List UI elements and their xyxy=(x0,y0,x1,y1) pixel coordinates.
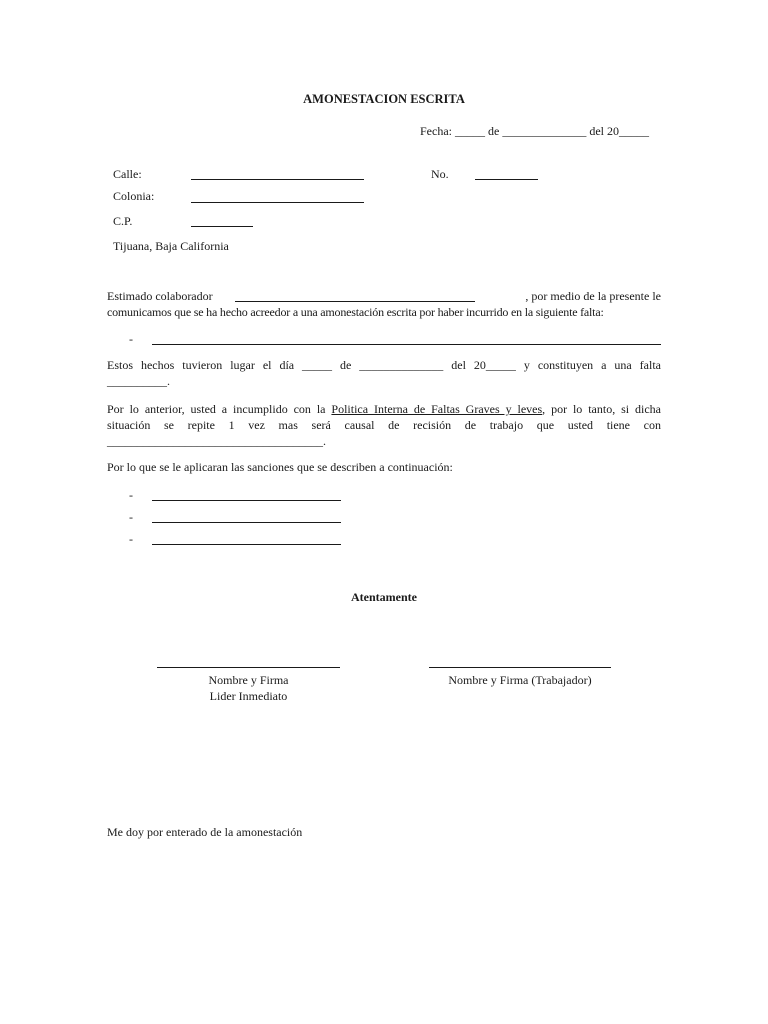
falta-field[interactable] xyxy=(152,344,661,345)
no-label: No. xyxy=(431,167,449,181)
document-title: AMONESTACION ESCRITA xyxy=(303,92,465,106)
closing-text: Atentamente xyxy=(351,590,417,604)
p1-line2: comunicamos que se ha hecho acreedor a una amonestación escrita por haber incurrido en la siguiente falta: xyxy=(107,305,604,319)
acknowledgment-text: Me doy por enterado de la amonestación xyxy=(107,825,303,839)
signature-left-label2: Lider Inmediato xyxy=(209,689,288,703)
cp-label: C.P. xyxy=(113,214,133,228)
p2-line2: __________. xyxy=(107,374,170,388)
p2-line1: Estos hechos tuvieron lugar el día _____ de ______________ del 20_____ y constituyen a una falta xyxy=(107,358,661,372)
calle-field[interactable] xyxy=(191,179,364,180)
colaborador-field[interactable] xyxy=(235,301,475,302)
no-field[interactable] xyxy=(475,179,538,180)
p3-line2: situación se repite 1 vez mas será causal de recisión de trabajo que usted tiene con xyxy=(107,418,661,432)
signature-left-label1: Nombre y Firma xyxy=(208,673,289,687)
falta-dash: - xyxy=(129,332,133,346)
signature-right-label: Nombre y Firma (Trabajador) xyxy=(448,673,592,687)
p3-line1 xyxy=(107,401,661,417)
p3-pre: Por lo anterior, usted a incumplido con la xyxy=(107,402,326,416)
p1-start: Estimado colaborador xyxy=(107,289,213,303)
p3-line3: ____________________________________. xyxy=(107,434,326,448)
colonia-field[interactable] xyxy=(191,202,364,203)
sanction-field-1[interactable] xyxy=(152,500,341,501)
city-text: Tijuana, Baja California xyxy=(113,239,229,253)
p1-end: , por medio de la presente le xyxy=(525,289,661,303)
date-line: Fecha: _____ de ______________ del 20_____ xyxy=(420,124,649,138)
sanction-dash-1: - xyxy=(129,488,133,502)
cp-field[interactable] xyxy=(191,226,253,227)
colonia-label: Colonia: xyxy=(113,189,155,203)
calle-label: Calle: xyxy=(113,167,142,181)
p4-text: Por lo que se le aplicaran las sanciones que se describen a continuación: xyxy=(107,460,453,474)
signature-line-left[interactable] xyxy=(157,667,340,668)
sanction-field-3[interactable] xyxy=(152,544,341,545)
policy-link[interactable]: Politica Interna de Faltas Graves y leves xyxy=(331,402,543,416)
sanction-dash-2: - xyxy=(129,510,133,524)
sanction-dash-3: - xyxy=(129,532,133,546)
signature-line-right[interactable] xyxy=(429,667,611,668)
p3-post: , por lo tanto, si dicha xyxy=(542,402,662,416)
sanction-field-2[interactable] xyxy=(152,522,341,523)
